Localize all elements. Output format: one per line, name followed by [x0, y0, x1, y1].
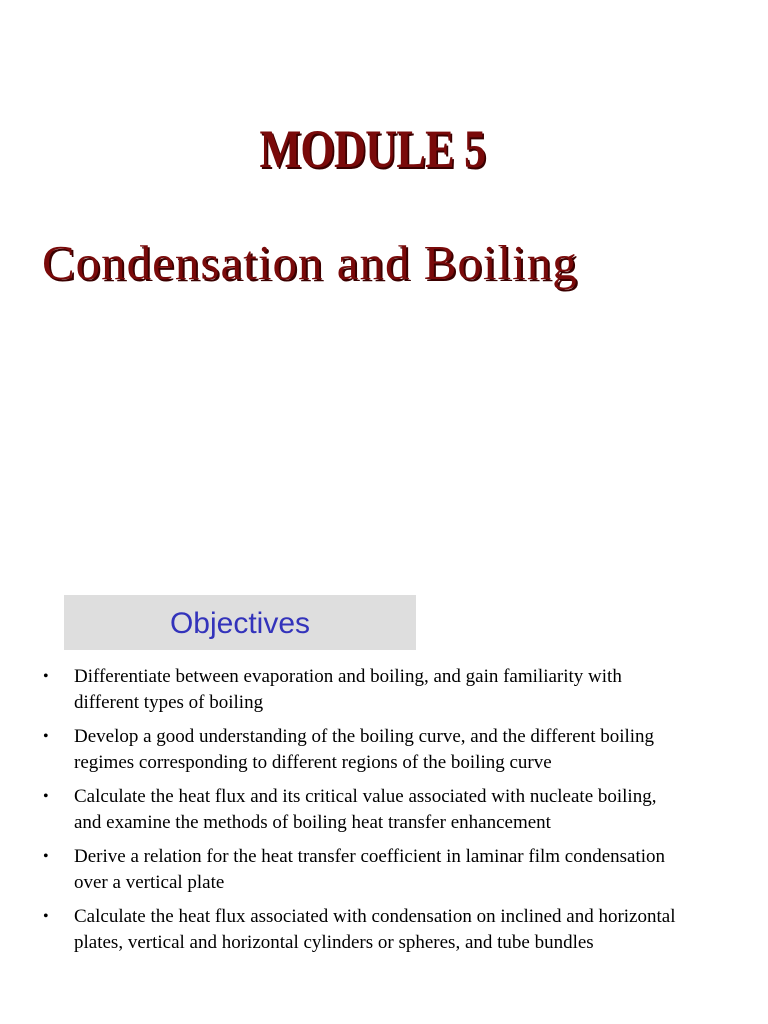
objective-text: Calculate the heat flux associated with condensation on inclined and horizontal plates, vertical and horizontal cylinders or spheres, and tube bundles — [74, 906, 676, 953]
module-title: MODULE 5 — [259, 119, 486, 179]
objective-item — [40, 904, 680, 955]
objective-item — [40, 784, 680, 835]
objective-text: Develop a good understanding of the boiling curve, and the different boiling regimes corresponding to different regions of the boiling curve — [74, 726, 655, 773]
objective-item — [40, 844, 680, 895]
objective-text: Calculate the heat flux and its critical value associated with nucleate boiling, and examine the methods of boiling heat transfer enhancement — [74, 786, 657, 833]
objective-text: Derive a relation for the heat transfer coefficient in laminar film condensation over a vertical plate — [74, 846, 666, 893]
bullet-icon: • — [43, 668, 49, 685]
bullet-icon: • — [43, 908, 49, 925]
bullet-icon: • — [43, 728, 49, 745]
objectives-list — [40, 664, 680, 964]
objectives-heading: Objectives — [169, 607, 311, 640]
objective-text: Differentiate between evaporation and boiling, and gain familiarity with different types of boiling — [74, 666, 622, 713]
bullet-icon: • — [43, 848, 49, 865]
objectives-heading-box — [64, 595, 416, 650]
bullet-icon: • — [43, 788, 49, 805]
objective-item — [40, 664, 680, 715]
objective-item — [40, 724, 680, 775]
slide-subtitle: Condensation and Boiling — [42, 235, 578, 290]
